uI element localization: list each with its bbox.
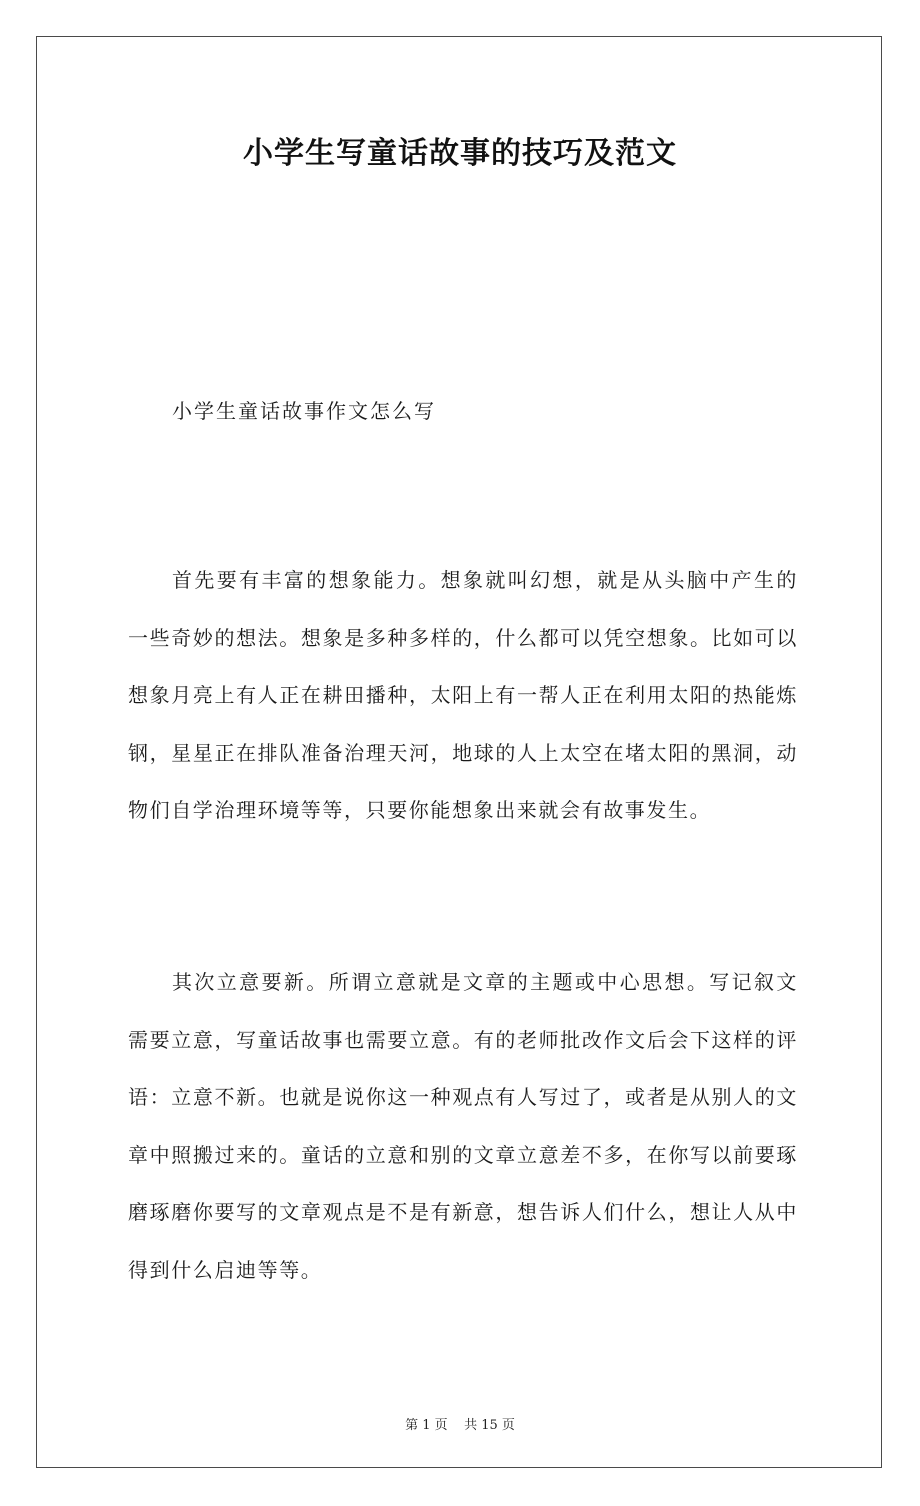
body-paragraph-theme: 其次立意要新。所谓立意就是文章的主题或中心思想。写记叙文需要立意，写童话故事也需要立意。有的老师批改作文后会下这样的评语：立意不新。也就是说你这一种观点有人写过了，或者是从别人的文章中照搬过来的。童话的立意和别的文章立意差不多，在你写以前要琢磨琢磨你要写的文章观点是不是有新意，想告诉人们什么，想让人从中得到什么启迪等等。 [128,970,798,1282]
document-title: 小学生写童话故事的技巧及范文 [243,136,677,171]
body-paragraph-imagination: 首先要有丰富的想象能力。想象就叫幻想，就是从头脑中产生的一些奇妙的想法。想象是多种多样的，什么都可以凭空想象。比如可以想象月亮上有人正在耕田播种，太阳上有一帮人正在利用太阳的热能炼钢，星星正在排队准备治理天河，地球的人上太空在堵太阳的黑洞，动物们自学治理环境等等，只要你能想象出来就会有故事发生。 [128,568,798,823]
section-subheading: 小学生童话故事作文怎么写 [172,399,436,423]
page-number-footer: 第 1 页 共 15 页 [405,1418,515,1433]
